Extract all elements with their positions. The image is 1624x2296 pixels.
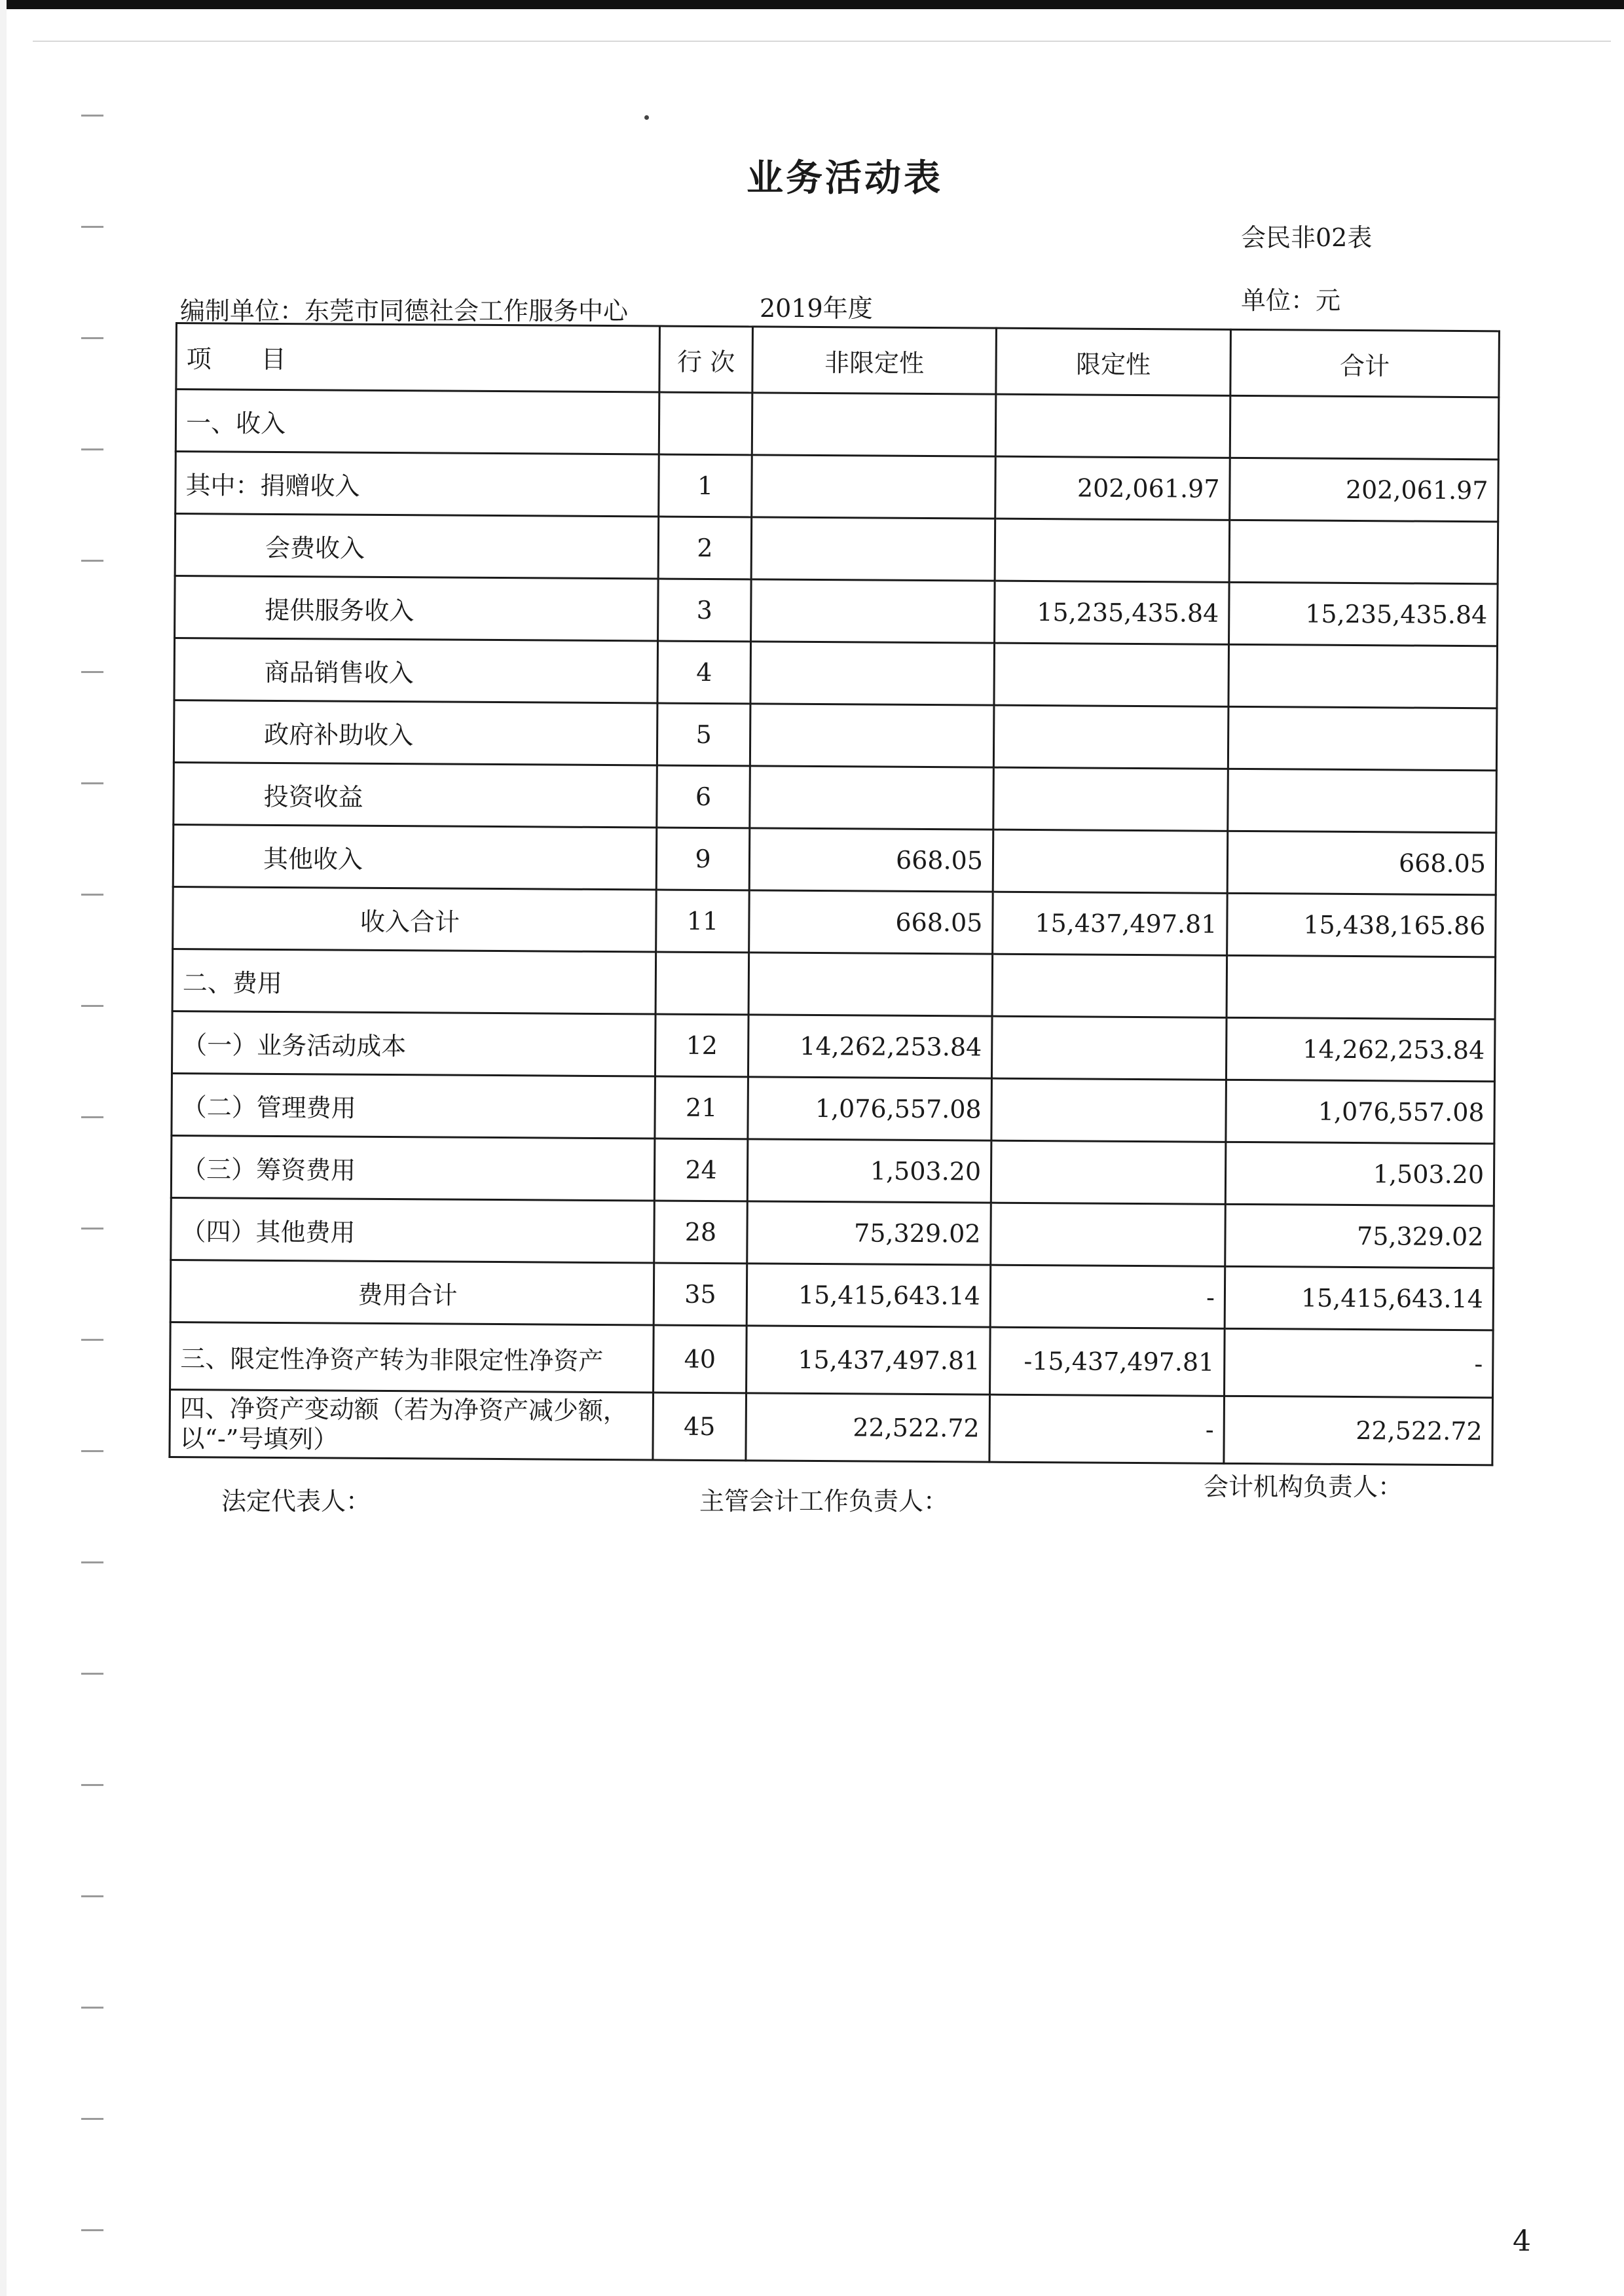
currency-unit: 单位：元 xyxy=(1241,286,1341,315)
row-line-no: 3 xyxy=(658,579,752,642)
table-row xyxy=(174,638,1498,708)
margin-tick xyxy=(81,1450,103,1452)
row-unrestricted: 15,415,643.14 xyxy=(747,1264,991,1327)
report-title: 业务活动表 xyxy=(747,156,943,200)
row-item: 政府补助收入 xyxy=(174,700,657,765)
row-item: 费用合计 xyxy=(170,1260,654,1325)
row-total: 1,503.20 xyxy=(1225,1142,1494,1206)
margin-tick xyxy=(81,1116,103,1118)
row-item: 四、净资产变动额（若为净资产减少额，以“-”号填列） xyxy=(170,1389,654,1460)
table-row xyxy=(172,949,1496,1019)
row-total: 1,076,557.08 xyxy=(1226,1080,1495,1144)
row-total xyxy=(1228,706,1497,771)
row-unrestricted xyxy=(752,393,996,456)
row-total: - xyxy=(1225,1328,1494,1398)
table-row xyxy=(171,1135,1494,1205)
row-unrestricted xyxy=(751,517,995,581)
row-total: 668.05 xyxy=(1227,831,1496,895)
table-row xyxy=(173,886,1496,957)
table-row xyxy=(175,452,1499,522)
row-total xyxy=(1228,769,1497,833)
row-unrestricted: 1,503.20 xyxy=(747,1139,991,1203)
column-header-restricted: 限定性 xyxy=(996,328,1231,395)
row-restricted xyxy=(991,1140,1226,1204)
row-line-no: 9 xyxy=(656,828,750,890)
row-total: 15,235,435.84 xyxy=(1229,582,1498,646)
row-item: 提供服务收入 xyxy=(175,576,659,642)
row-restricted: -15,437,497.81 xyxy=(990,1327,1225,1396)
row-restricted: 202,061.97 xyxy=(995,456,1230,520)
row-line-no: 12 xyxy=(655,1014,748,1077)
accounting-dept-head-signature: 会计机构负责人： xyxy=(1204,1472,1403,1501)
margin-tick xyxy=(81,1339,103,1341)
table-row xyxy=(174,762,1497,832)
row-total xyxy=(1228,644,1498,708)
row-item: 一、收入 xyxy=(175,390,659,455)
row-item: 投资收益 xyxy=(174,762,657,828)
row-unrestricted: 22,522.72 xyxy=(746,1393,990,1462)
row-total: 75,329.02 xyxy=(1225,1204,1494,1268)
row-unrestricted: 15,437,497.81 xyxy=(747,1326,991,1394)
row-line-no xyxy=(659,392,752,455)
activity-statement-table xyxy=(168,322,1500,1466)
report-year: 2019年度 xyxy=(760,294,873,323)
row-line-no: 45 xyxy=(653,1393,747,1461)
column-header-line-no: 行 次 xyxy=(659,326,753,393)
legal-representative-signature: 法定代表人： xyxy=(221,1487,371,1516)
row-item: （一）业务活动成本 xyxy=(172,1011,655,1076)
margin-tick xyxy=(81,1673,103,1675)
margin-tick xyxy=(81,894,103,896)
table-row xyxy=(170,1389,1493,1465)
row-unrestricted: 668.05 xyxy=(749,890,993,954)
scan-speck xyxy=(644,115,649,120)
table-row xyxy=(173,824,1496,894)
column-header-item: 项 目 xyxy=(176,323,660,393)
row-unrestricted xyxy=(750,766,994,829)
column-header-total: 合计 xyxy=(1230,329,1500,397)
row-item: 其他收入 xyxy=(173,824,657,890)
table-row xyxy=(172,1011,1495,1081)
row-line-no: 35 xyxy=(654,1263,747,1326)
table-row xyxy=(172,1073,1495,1143)
row-unrestricted: 1,076,557.08 xyxy=(748,1077,992,1140)
page-number: 4 xyxy=(1513,2225,1531,2258)
row-line-no: 6 xyxy=(657,765,750,828)
margin-tick xyxy=(81,2118,103,2120)
row-line-no: 21 xyxy=(655,1076,748,1139)
row-unrestricted xyxy=(750,642,995,705)
row-unrestricted xyxy=(748,953,993,1016)
margin-tick xyxy=(81,226,103,228)
row-line-no: 24 xyxy=(654,1139,748,1201)
row-total xyxy=(1227,955,1496,1019)
row-total: 202,061.97 xyxy=(1230,458,1499,522)
table-row xyxy=(174,700,1497,770)
margin-tick xyxy=(81,1005,103,1007)
margin-tick xyxy=(81,1228,103,1230)
row-restricted xyxy=(993,705,1228,769)
row-line-no: 28 xyxy=(654,1201,748,1264)
row-unrestricted xyxy=(750,704,994,767)
row-item: 商品销售收入 xyxy=(174,638,658,704)
scan-top-edge xyxy=(0,0,1624,9)
margin-tick xyxy=(81,2007,103,2009)
row-restricted xyxy=(995,519,1230,582)
row-restricted xyxy=(993,767,1228,831)
margin-tick xyxy=(81,1561,103,1563)
row-total xyxy=(1229,520,1498,584)
row-restricted xyxy=(991,1203,1226,1266)
row-item: （三）筹资费用 xyxy=(171,1135,655,1201)
row-restricted xyxy=(994,643,1229,706)
column-header-unrestricted: 非限定性 xyxy=(752,327,997,394)
margin-tick xyxy=(81,2229,103,2231)
row-item: 其中：捐赠收入 xyxy=(175,452,659,517)
row-restricted: - xyxy=(989,1394,1225,1463)
row-line-no: 40 xyxy=(654,1325,747,1393)
row-unrestricted: 14,262,253.84 xyxy=(748,1015,992,1078)
row-line-no xyxy=(655,952,749,1015)
table-row xyxy=(170,1322,1494,1397)
row-unrestricted xyxy=(751,579,995,643)
row-restricted: - xyxy=(990,1265,1225,1328)
row-item: 收入合计 xyxy=(173,886,657,952)
table-row xyxy=(170,1260,1494,1330)
margin-tick xyxy=(81,1784,103,1786)
row-item: （四）其他费用 xyxy=(171,1197,655,1263)
table-row xyxy=(171,1197,1494,1267)
margin-tick xyxy=(81,1895,103,1897)
row-restricted: 15,235,435.84 xyxy=(995,581,1230,644)
margin-tick xyxy=(81,115,103,117)
row-line-no: 11 xyxy=(656,890,750,953)
row-total: 14,262,253.84 xyxy=(1226,1017,1495,1082)
scan-top-rule xyxy=(33,41,1611,42)
row-line-no: 5 xyxy=(657,703,750,766)
form-code: 会民非02表 xyxy=(1241,223,1373,252)
scan-left-edge xyxy=(0,0,7,2296)
table-row xyxy=(175,576,1498,646)
row-total xyxy=(1230,395,1499,460)
margin-tick xyxy=(81,782,103,784)
row-line-no: 2 xyxy=(658,517,752,579)
row-total: 15,438,165.86 xyxy=(1227,893,1496,957)
row-line-no: 1 xyxy=(659,454,752,517)
table-row xyxy=(175,390,1499,460)
row-restricted xyxy=(991,1078,1227,1142)
row-restricted xyxy=(991,1016,1227,1080)
row-item: 会费收入 xyxy=(175,514,659,579)
accounting-head-signature: 主管会计工作负责人： xyxy=(699,1487,949,1516)
margin-tick xyxy=(81,337,103,339)
row-line-no: 4 xyxy=(657,641,751,704)
row-unrestricted xyxy=(752,455,996,519)
margin-tick xyxy=(81,560,103,562)
row-unrestricted: 668.05 xyxy=(749,828,993,892)
row-restricted xyxy=(995,394,1230,458)
margin-tick xyxy=(81,671,103,673)
row-unrestricted: 75,329.02 xyxy=(747,1201,991,1265)
table-row xyxy=(175,514,1498,584)
row-total: 15,415,643.14 xyxy=(1225,1266,1494,1330)
row-total: 22,522.72 xyxy=(1224,1396,1493,1465)
row-item: 二、费用 xyxy=(172,949,656,1014)
row-restricted xyxy=(992,954,1227,1017)
row-item: （二）管理费用 xyxy=(172,1073,655,1139)
row-item: 三、限定性净资产转为非限定性净资产 xyxy=(170,1322,654,1393)
table-header-row xyxy=(176,323,1500,397)
row-restricted xyxy=(993,829,1228,893)
margin-tick xyxy=(81,448,103,450)
preparing-organization: 编制单位：东莞市同德社会工作服务中心 xyxy=(180,297,629,325)
row-restricted: 15,437,497.81 xyxy=(993,892,1228,955)
